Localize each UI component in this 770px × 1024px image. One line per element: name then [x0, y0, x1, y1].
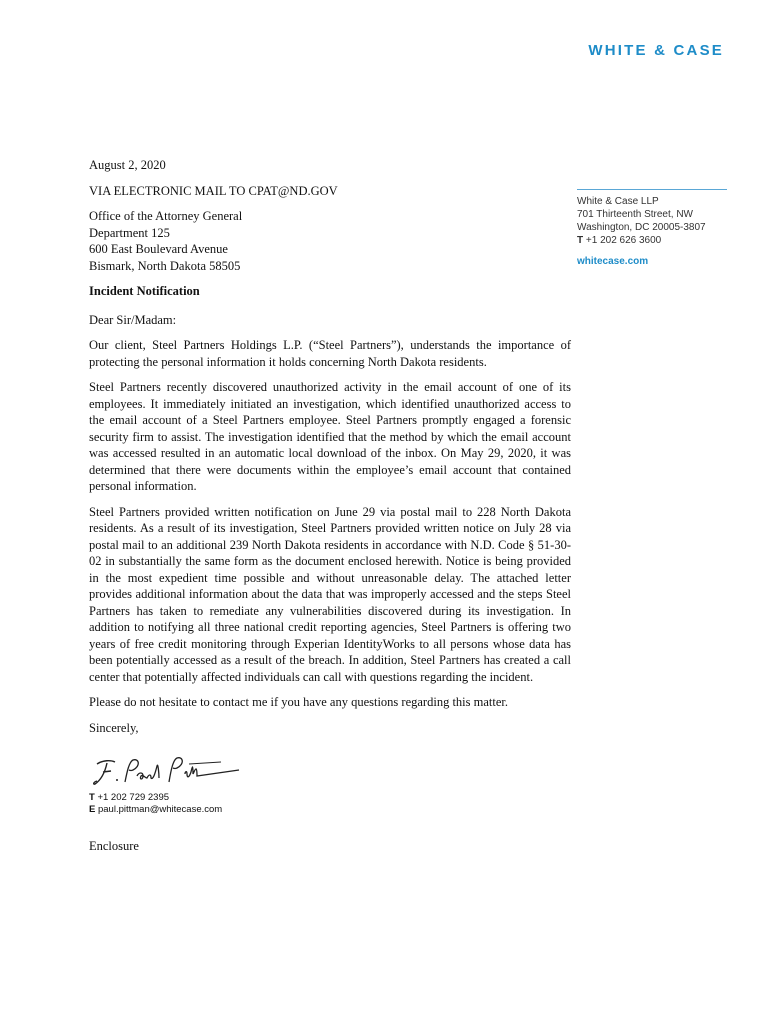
paragraph-2: Steel Partners recently discovered unauthorized activity in the email account of one of its employees. It immediately initiated an investigation, which identified unauthorized access to the email account of a Steel Partners employee. Steel Partners promptly engaged a forensic security firm to assist. The investigation identified that the method by which the email account was accessed resulted in an automatic local download of the inbox. On May 29, 2020, it was determined that there were documents within the employee’s email account that contained personal information.: [89, 380, 571, 493]
signer-phone: +1 202 729 2395: [97, 792, 170, 803]
firm-name: White & Case LLP: [577, 196, 659, 207]
firm-city: Washington, DC 20005-3807: [577, 222, 706, 233]
subject-line: Incident Notification: [89, 284, 200, 298]
signer-contact: [89, 792, 571, 816]
recipient-line: Bismark, North Dakota 58505: [89, 258, 241, 273]
signer-email-link[interactable]: paul.pittman@whitecase.com: [97, 804, 223, 815]
signature-drawing: [89, 744, 249, 790]
closing: Sincerely,: [89, 720, 139, 735]
signer-phone-label: T: [89, 792, 95, 803]
firm-logo: WHITE & CASE: [588, 42, 724, 59]
paragraph-4: Please do not hesitate to contact me if you have any questions regarding this matter.: [89, 695, 508, 709]
letterhead-address: [577, 189, 727, 268]
firm-phone-line: [577, 234, 727, 247]
signature-image: [89, 744, 249, 790]
signer-email-label: E: [89, 804, 96, 815]
paragraph-3: Steel Partners provided written notification on June 29 via postal mail to 228 North Dakota residents. As a result of its investigation, Steel Partners provided written notice on July 28 via postal mail to an additional 239 North Dakota residents in accordance with N.D. Code § 51-30-02 in substantially the same form as the document enclosed herewith. Notice is being provided in the most expedient time possible and without unreasonable delay. The attached letter provides additional information about the data that was improperly accessed and the steps Steel Partners has taken to remediate any vulnerabilities discovered during its investigation. In addition to notifying all three national credit reporting agencies, Steel Partners is offering two years of free credit monitoring through Experian IdentityWorks to all persons whose data has been potentially accessed as a result of the breach. In addition, Steel Partners has created a call center that potentially affected individuals can call with questions regarding the incident.: [89, 504, 571, 684]
letter-date: August 2, 2020: [89, 158, 166, 172]
recipient-line: Department 125: [89, 225, 170, 240]
firm-street: 701 Thirteenth Street, NW: [577, 209, 693, 220]
paragraph-1: Our client, Steel Partners Holdings L.P. (“Steel Partners”), understands the importance of protecting the personal information it holds concerning North Dakota residents.: [89, 338, 571, 369]
delivery-line: VIA ELECTRONIC MAIL TO CPAT@ND.GOV: [89, 183, 338, 198]
firm-website-link[interactable]: whitecase.com: [577, 256, 649, 267]
signer-email-line: [89, 804, 571, 816]
firm-phone: +1 202 626 3600: [585, 235, 662, 246]
letter-body: [89, 157, 571, 855]
firm-phone-label: T: [577, 235, 584, 246]
signer-phone-line: [89, 792, 571, 804]
recipient-line: 600 East Boulevard Avenue: [89, 242, 228, 256]
recipient-address: [89, 208, 571, 274]
enclosure-note: Enclosure: [89, 839, 139, 853]
salutation: Dear Sir/Madam:: [89, 312, 177, 327]
recipient-line: Office of the Attorney General: [89, 209, 243, 223]
